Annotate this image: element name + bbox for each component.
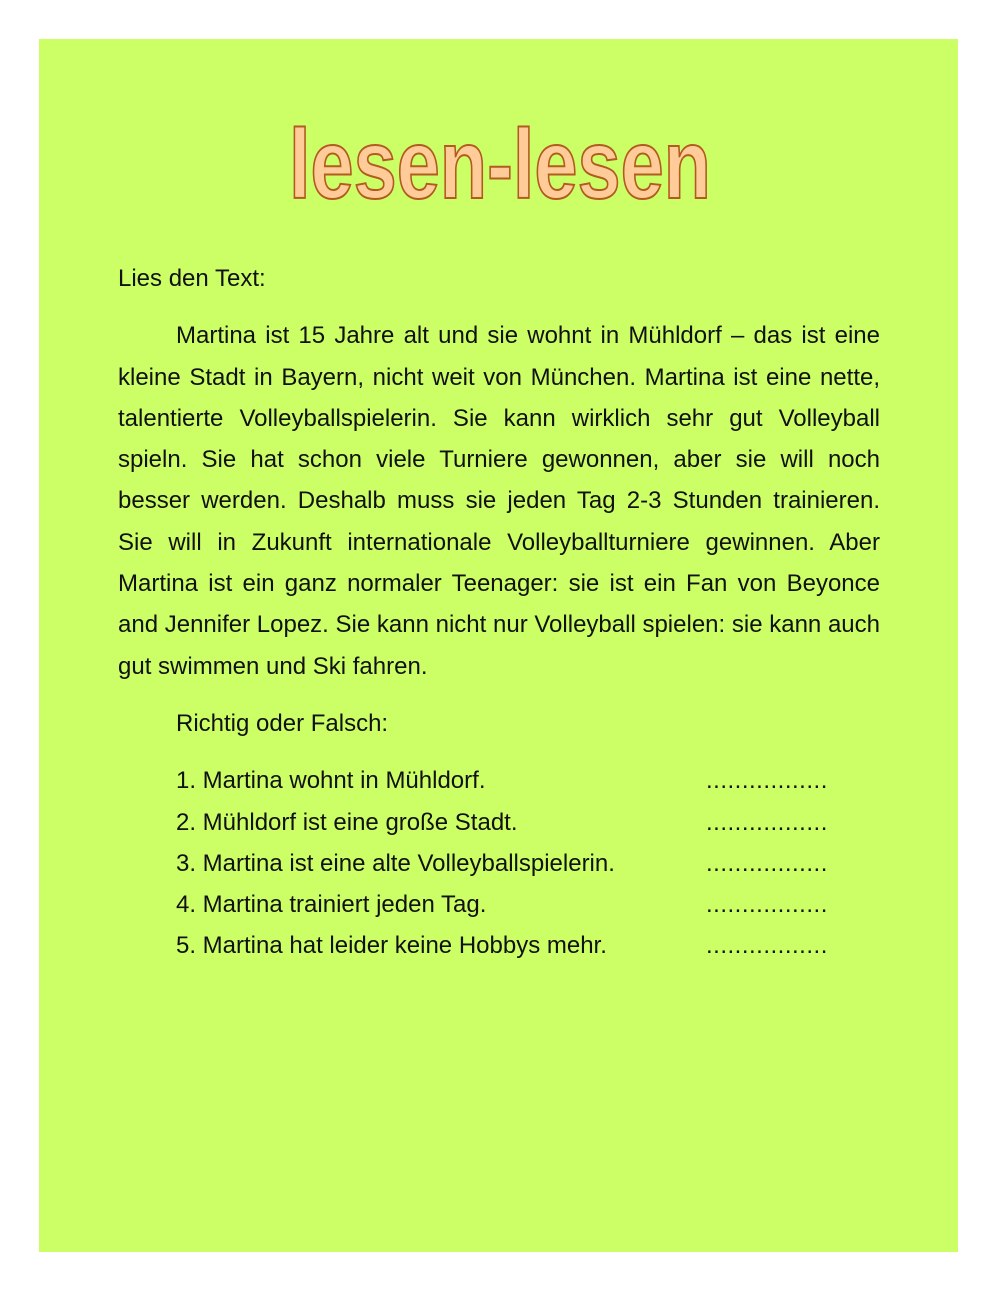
question-text: 5. Martina hat leider keine Hobbys mehr.: [176, 932, 607, 960]
answer-blank[interactable]: .................: [706, 849, 828, 877]
question-text: 1. Martina wohnt in Mühldorf.: [176, 767, 486, 795]
question-item: [176, 802, 838, 843]
question-list: [176, 760, 880, 966]
worksheet-title: [0, 112, 1000, 212]
question-text: 4. Martina trainiert jeden Tag.: [176, 891, 487, 919]
question-text: 2. Mühldorf ist eine große Stadt.: [176, 808, 518, 836]
answer-blank[interactable]: .................: [706, 932, 828, 960]
reading-instruction: Lies den Text:: [118, 265, 266, 292]
task-heading: Richtig oder Falsch:: [176, 709, 389, 737]
question-item: [176, 760, 838, 801]
worksheet-content: [118, 258, 880, 967]
question-item: [176, 884, 838, 925]
title-text: lesen-lesen: [289, 112, 711, 212]
answer-blank[interactable]: .................: [706, 767, 828, 795]
question-text: 3. Martina ist eine alte Volleyballspielerin.: [176, 849, 615, 877]
answer-blank[interactable]: .................: [706, 891, 828, 919]
wordart-title-graphic: [0, 112, 1000, 212]
question-item: [176, 925, 838, 966]
reading-text: Martina ist 15 Jahre alt und sie wohnt in Mühldorf – das ist eine kleine Stadt in Bayern, nicht weit von München. Martina ist eine nette, talentierte Volleyballspielerin. Sie kann wirklich sehr gut Volleyball spieln. Sie hat schon viele Turniere gewonnen, aber sie will noch besser werden. Deshalb muss sie jeden Tag 2-3 Stunden trainieren. Sie will in Zukunft internationale Volleyballturniere gewinnen. Aber Martina ist ein ganz normaler Teenager: sie ist ein Fan von Beyonce and Jennifer Lopez. Sie kann nicht nur Volleyball spielen: sie kann auch gut swimmen und Ski fahren.: [118, 322, 880, 680]
answer-blank[interactable]: .................: [706, 808, 828, 836]
question-item: [176, 843, 838, 884]
